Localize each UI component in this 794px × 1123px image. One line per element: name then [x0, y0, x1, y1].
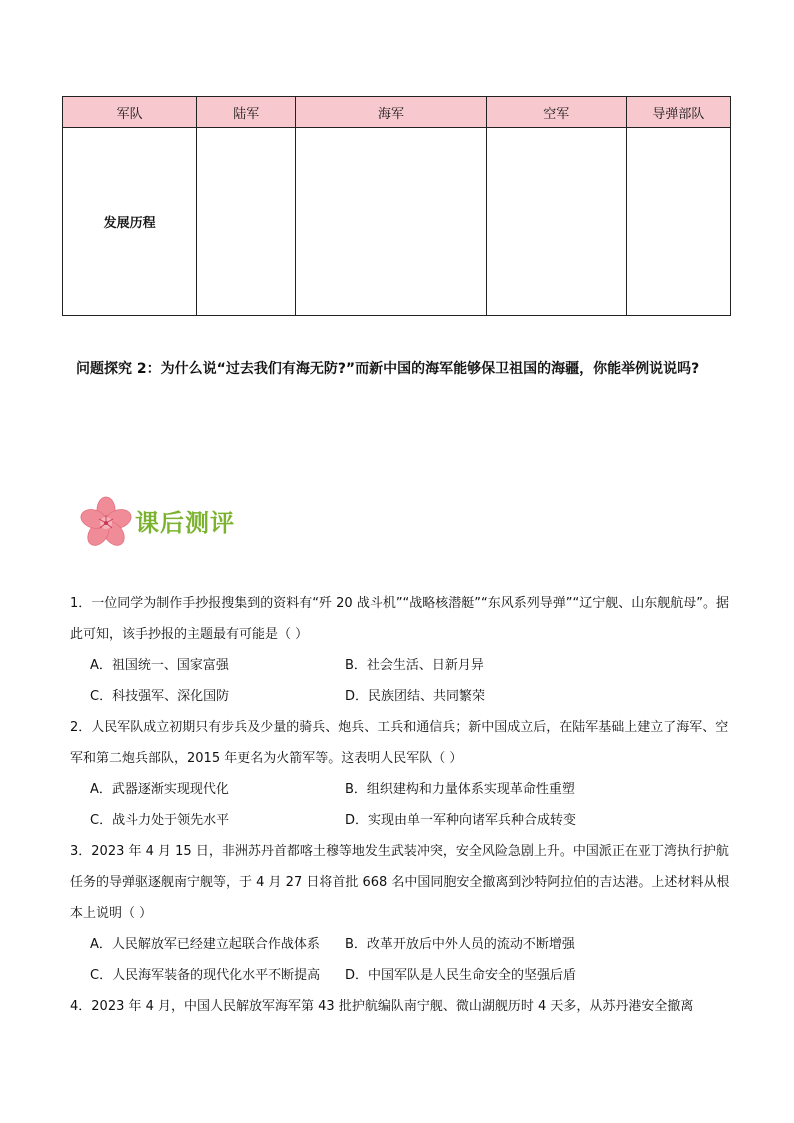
question-text: 2．人民军队成立初期只有步兵及少量的骑兵、炮兵、工兵和通信兵；新中国成立后，在陆军基础上建立了海军、空军和第二炮兵部队，2015 年更名为火箭军等。这表明人民军队（ ） [70, 720, 729, 766]
option-c: C．科技强军、深化国防 [90, 689, 230, 704]
option-a: A．武器逐渐实现现代化 [90, 782, 229, 797]
options-grid [70, 774, 730, 836]
quiz-list [70, 588, 730, 1022]
empty-cell [296, 128, 486, 316]
option-b: B．改革开放后中外人员的流动不断增强 [345, 937, 575, 952]
header-cell: 海军 [296, 97, 486, 128]
question-text: 3．2023 年 4 月 15 日，非洲苏丹首都喀土穆等地发生武装冲突，安全风险急剧上升。中国派正在亚丁湾执行护航任务的导弹驱逐舰南宁舰等，于 4 月 27 日将首批 668 名中国同胞安全撤离到沙特阿拉伯的吉达港。上述材料从根本上说明（ ） [70, 844, 730, 921]
option-d: D．实现由单一军种向诸军兵种合成转变 [345, 813, 577, 828]
option-c: C．人民海军装备的现代化水平不断提高 [90, 968, 321, 983]
header-cell: 陆军 [197, 97, 296, 128]
option-a: A．祖国统一、国家富强 [90, 658, 229, 673]
flower-icon [78, 494, 134, 550]
options-grid [70, 650, 730, 712]
header-cell: 空军 [486, 97, 626, 128]
table-row [63, 128, 731, 316]
option-d: D．民族团结、共同繁荣 [345, 689, 486, 704]
empty-cell [486, 128, 626, 316]
option-c: C．战斗力处于领先水平 [90, 813, 230, 828]
development-table [62, 96, 731, 316]
inquiry-question: 问题探究 2：为什么说“过去我们有海无防?”而新中国的海军能够保卫祖国的海疆，你能举例说说吗? [76, 361, 700, 377]
question-text: 4．2023 年 4 月，中国人民解放军海军第 43 批护航编队南宁舰、微山湖舰历时 4 天多，从苏丹港安全撤离 [70, 999, 694, 1014]
row-label: 发展历程 [63, 128, 197, 316]
option-b: B．组织建构和力量体系实现革命性重塑 [345, 782, 575, 797]
question-item [70, 588, 730, 712]
option-a: A．人民解放军已经建立起联合作战体系 [90, 937, 320, 952]
question-item [70, 836, 730, 991]
option-b: B．社会生活、日新月异 [345, 658, 484, 673]
header-cell: 导弹部队 [626, 97, 730, 128]
header-cell: 军队 [63, 97, 197, 128]
empty-cell [626, 128, 730, 316]
question-text: 1．一位同学为制作手抄报搜集到的资料有“歼 20 战斗机”“战略核潜艇”“东风系列导弹”“辽宁舰、山东舰航母”。据此可知，该手抄报的主题最有可能是（ ） [70, 596, 729, 642]
question-item [70, 712, 730, 836]
section-title: 课后测评 [135, 509, 235, 537]
option-d: D．中国军队是人民生命安全的坚强后盾 [345, 968, 577, 983]
options-grid [70, 929, 730, 991]
question-item [70, 991, 730, 1022]
section-header [78, 494, 278, 550]
table-header-row [63, 97, 731, 128]
empty-cell [197, 128, 296, 316]
